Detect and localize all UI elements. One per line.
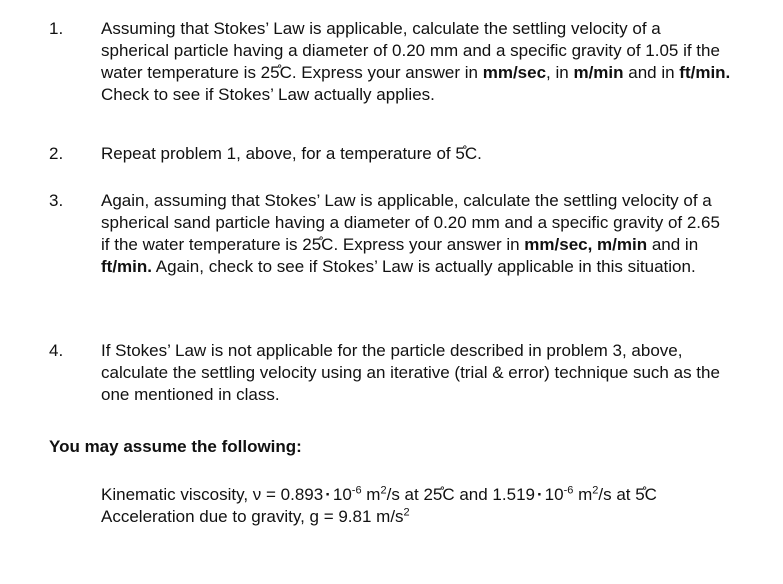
problem-text: Assuming that Stokes’ Law is applicable, calculate the settling velocity of a spherical particle having a diameter of 0.20 mm and a specific gravity of 1.05 if the water temperature is 25̊C. Express your answer in mm/sec, in m/min and in ft/min. Check to see if Stokes’ Law actually applies.: [101, 19, 731, 104]
viscosity-rest: /s at 25̊C and 1.519: [386, 485, 535, 504]
unit: m: [361, 485, 381, 504]
given-values: [101, 484, 741, 528]
problem-text: Repeat problem 1, above, for a temperature of 5̊C.: [101, 144, 482, 163]
unit: m: [573, 485, 593, 504]
power-base: 10: [544, 485, 564, 504]
gravity-line: [101, 506, 741, 528]
problem-number: 2.: [49, 144, 64, 163]
bold-text: mm/sec: [482, 63, 547, 82]
assumptions-heading: You may assume the following:: [49, 437, 302, 456]
problem-text: If Stokes’ Law is not applicable for the particle described in problem 3, above, calculate the settling velocity using an iterative (trial & error) technique such as the one mentioned in class.: [101, 341, 720, 404]
viscosity-label: Kinematic viscosity, ν = 0.893: [101, 485, 324, 504]
multiply-dot: ·: [325, 485, 331, 504]
exponent: -6: [351, 484, 362, 497]
bold-text: m/min: [573, 63, 624, 82]
gravity-label: Acceleration due to gravity, g = 9.81 m/s: [101, 507, 404, 526]
problem-number: 1.: [49, 19, 64, 38]
problem-number: 4.: [49, 341, 64, 360]
exponent: -6: [563, 484, 574, 497]
unit-exponent: 2: [380, 484, 387, 497]
unit-exponent: 2: [592, 484, 599, 497]
multiply-dot: ·: [536, 485, 543, 504]
problem-number: 3.: [49, 191, 64, 210]
viscosity-rest: /s at 5̊C: [598, 485, 657, 504]
problem-text: Again, assuming that Stokes’ Law is applicable, calculate the settling velocity of a spherical sand particle having a diameter of 0.20 mm and a specific gravity of 2.65 if the water temperature is 25̊C. Express your answer in mm/sec, m/min and in ft/min. Again, check to see if Stokes’ Law is actually applicable in this situation.: [101, 191, 720, 276]
unit-exponent: 2: [403, 506, 410, 519]
power-base: 10: [332, 485, 352, 504]
bold-text: ft/min.: [101, 257, 152, 276]
bold-text: mm/sec, m/min: [524, 235, 648, 254]
viscosity-line: [101, 484, 741, 506]
bold-text: ft/min.: [679, 63, 731, 82]
